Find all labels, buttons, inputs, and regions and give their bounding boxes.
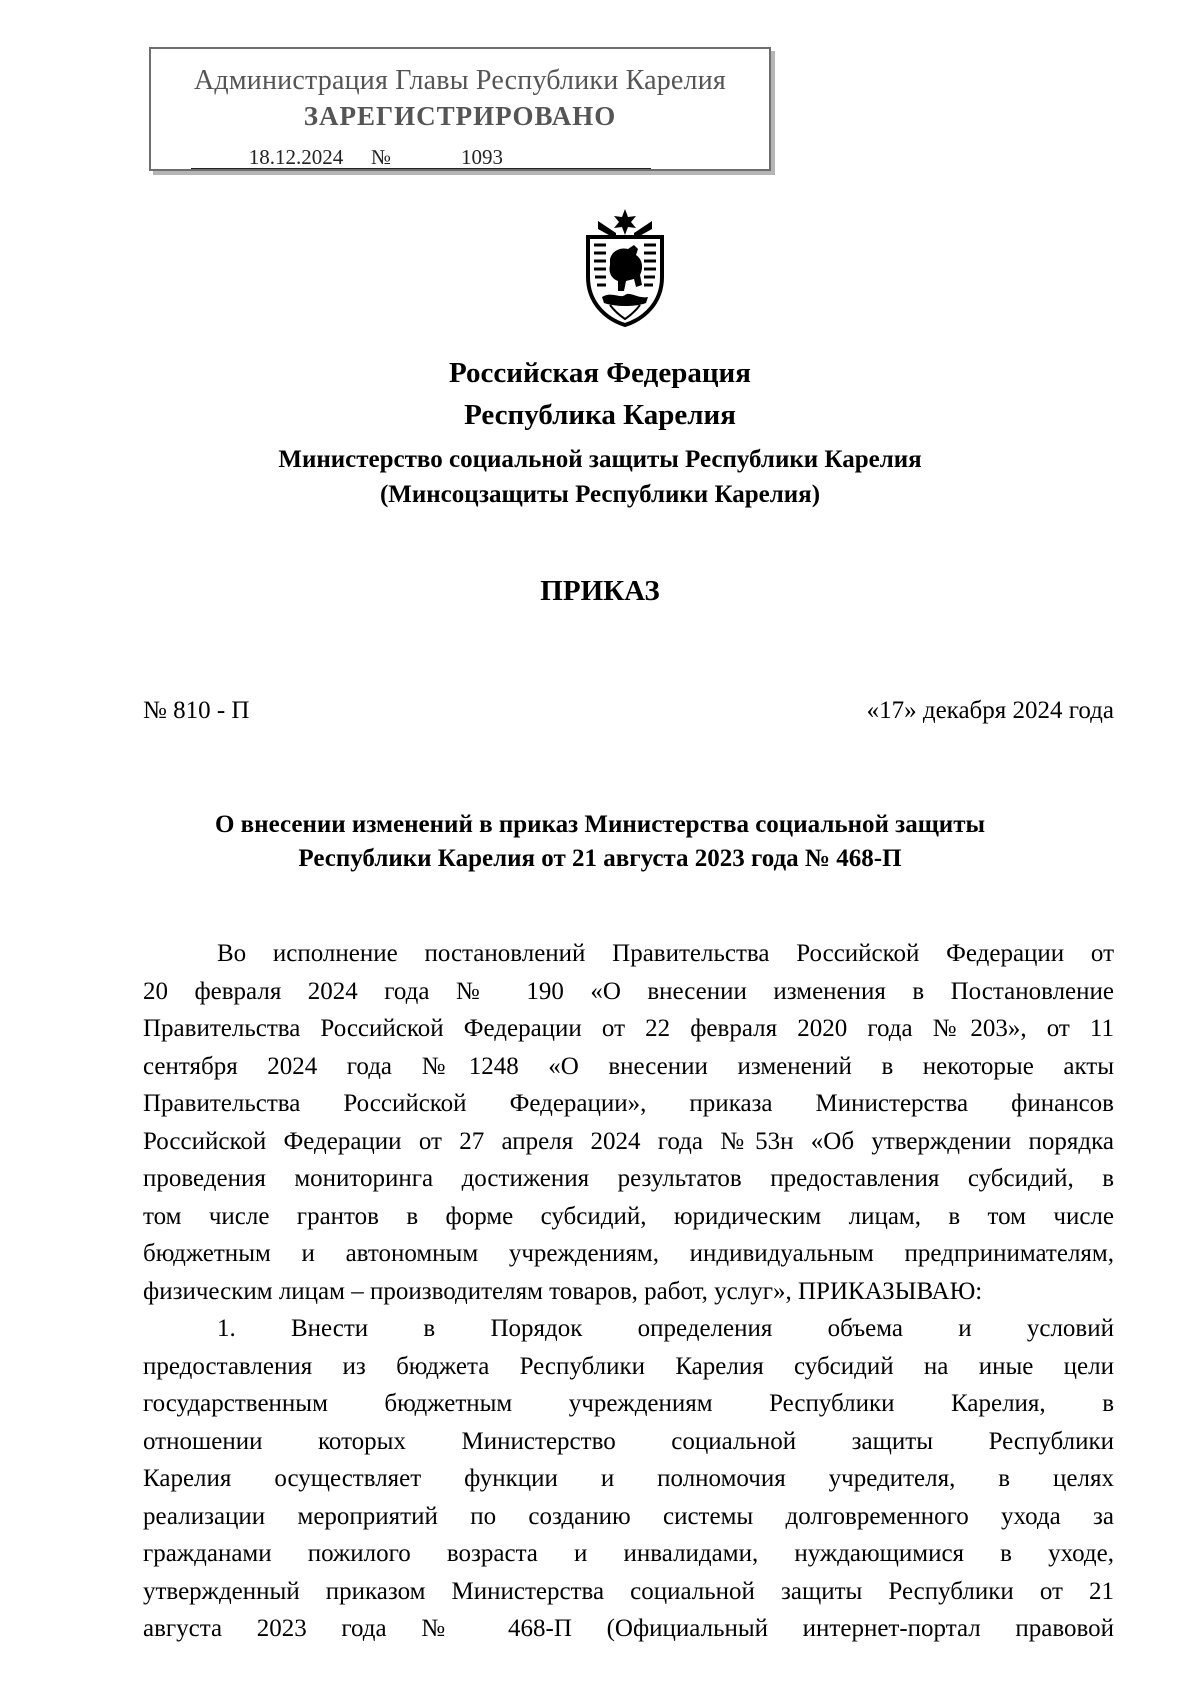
stamp-number-sign: № <box>371 145 392 169</box>
stamp-registered: ЗАРЕГИСТРИРОВАНО <box>303 101 617 131</box>
body-line: сентября 2024 года №1248 «О внесении изменений в некоторые акты <box>143 1052 1114 1080</box>
document-type: ПРИКАЗ <box>540 575 660 607</box>
header-country: Российская Федерация <box>449 357 751 389</box>
body-line: Правительства Российской Федерации», приказа Министерства финансов <box>143 1090 1114 1117</box>
body-line: августа 2023 года № 468-П (Официальный интернет-портал правовой <box>143 1615 1114 1642</box>
body-line: Карелия осуществляет функции и полномочия учредителя, в целях <box>143 1465 1114 1492</box>
body-line: 1. Внести в Порядок определения объема и условий <box>217 1315 1114 1342</box>
body-line: физическим лицам – производителям товаров, работ, услуг», ПРИКАЗЫВАЮ: <box>143 1277 983 1305</box>
registration-stamp <box>149 47 771 171</box>
body-line: реализации мероприятий по созданию системы долговременного ухода за <box>143 1502 1114 1530</box>
coat-of-arms-icon <box>576 207 674 327</box>
body-line: Правительства Российской Федерации от 22 февраля 2020 года №203», от 11 <box>143 1015 1114 1042</box>
order-date: «17» декабря 2024 года <box>866 697 1114 724</box>
stamp-number: 1093 <box>391 146 651 169</box>
body-line: том числе грантов в форме субсидий, юридическим лицам, в том числе <box>143 1202 1114 1230</box>
header-ministry-short: (Минсоцзащиты Республики Карелия) <box>379 481 821 508</box>
body-line: утвержденный приказом Министерства социальной защиты Республики от 21 <box>143 1577 1114 1605</box>
stamp-date-number <box>191 145 651 170</box>
body-line: предоставления из бюджета Республики Карелия субсидий на иные цели <box>143 1352 1114 1380</box>
body-line: Во исполнение постановлений Правительства Российской Федерации от <box>217 940 1114 967</box>
subject-line-2: Республики Карелия от 21 августа 2023 года № 468-П <box>298 845 902 872</box>
body-line: Российской Федерации от 27 апреля 2024 года №53н «Об утверждении порядка <box>143 1127 1114 1155</box>
body-line: 20 февраля 2024 года № 190 «О внесении изменения в Постановление <box>143 977 1114 1005</box>
subject-line-1: О внесении изменений в приказ Министерства социальной защиты <box>214 811 986 838</box>
stamp-date: 18.12.2024 <box>191 146 371 169</box>
body-line: проведения мониторинга достижения результатов предоставления субсидий, в <box>143 1165 1114 1192</box>
body-line: гражданами пожилого возраста и инвалидами, нуждающимися в уходе, <box>143 1540 1114 1567</box>
header-region: Республика Карелия <box>464 399 736 431</box>
body-line: государственным бюджетным учреждениям Республики Карелия, в <box>143 1390 1114 1417</box>
header-ministry: Министерство социальной защиты Республики Карелия <box>278 446 922 473</box>
body-line: отношении которых Министерство социальной защиты Республики <box>143 1427 1114 1455</box>
body-line: бюджетным и автономным учреждениям, индивидуальным предпринимателям, <box>143 1240 1114 1267</box>
body-text <box>143 935 1114 1648</box>
stamp-title: Администрация Главы Республики Карелия <box>194 65 726 96</box>
order-number: № 810 - П <box>143 697 250 724</box>
